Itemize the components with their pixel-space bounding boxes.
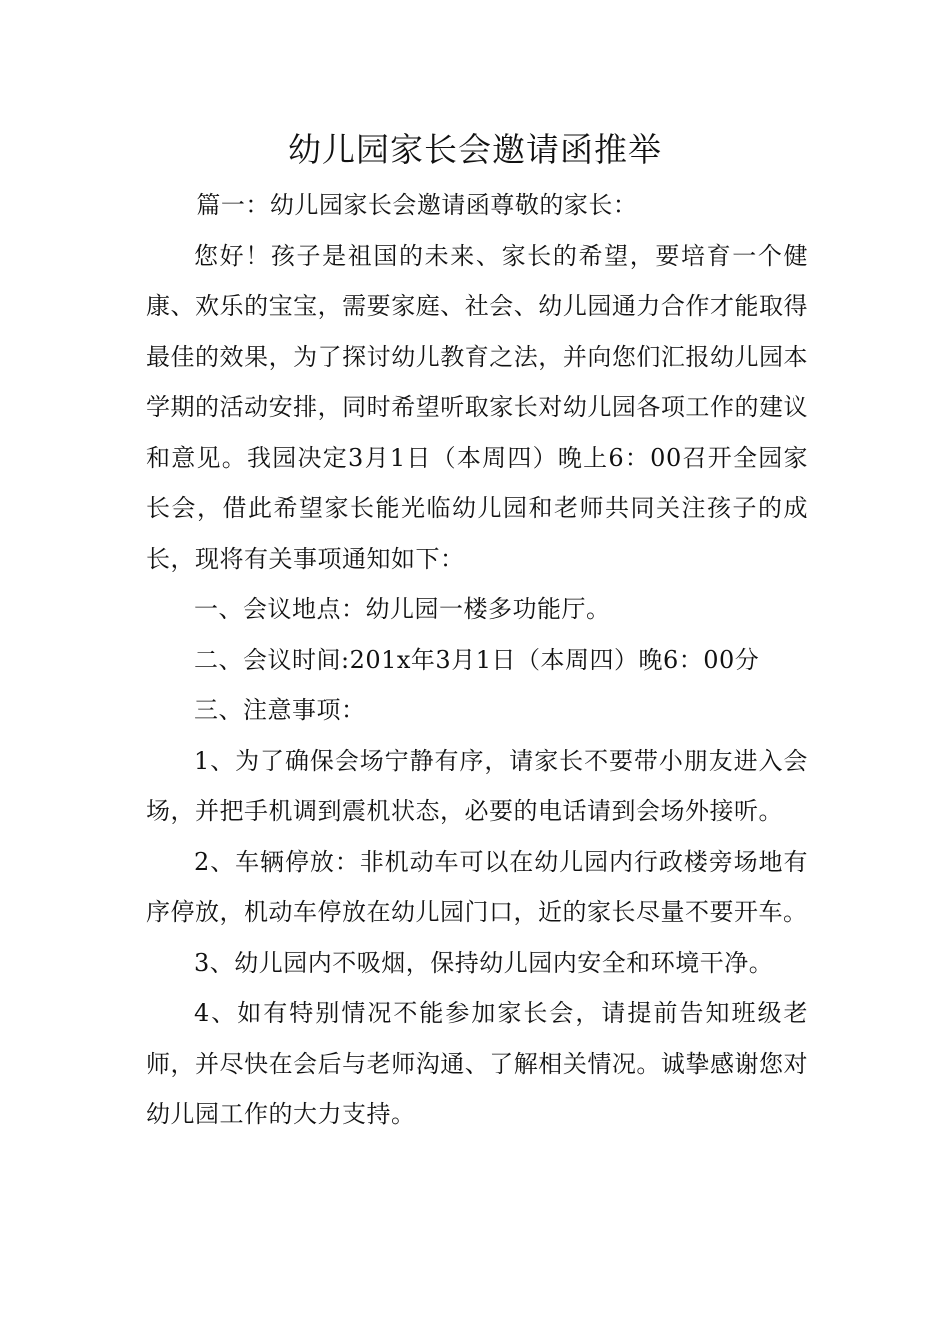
salutation-paragraph: 篇一：幼儿园家长会邀请函尊敬的家长： xyxy=(196,191,638,219)
document-body xyxy=(146,180,808,1140)
intro-paragraph: 您好！孩子是祖国的未来、家长的希望，要培育一个健康、欢乐的宝宝，需要家庭、社会、幼儿园通力合作才能取得最佳的效果，为了探讨幼儿教育之法，并向您们汇报幼儿园本学期的活动安排，同时希望听取家长对幼儿园各项工作的建议和意见。我园决定3月1日（本周四）晚上6：00召开全园家长会，借此希望家长能光临幼儿园和老师共同关注孩子的成长，现将有关事项通知如下： xyxy=(146,241,808,573)
notes-heading-paragraph: 三、注意事项： xyxy=(194,696,366,724)
note-item-1: 1、为了确保会场宁静有序，请家长不要带小朋友进入会场，并把手机调到震机状态，必要的电话请到会场外接听。 xyxy=(146,746,808,825)
meeting-time-paragraph: 二、会议时间:201x年3月1日（本周四）晚6：00分 xyxy=(194,645,760,674)
meeting-location-paragraph: 一、会议地点：幼儿园一楼多功能厅。 xyxy=(194,595,611,623)
document-title: 幼儿园家长会邀请函推举 xyxy=(288,130,662,169)
note-item-3: 3、幼儿园内不吸烟，保持幼儿园内安全和环境干净。 xyxy=(194,948,774,977)
note-item-4: 4、如有特别情况不能参加家长会，请提前告知班级老师，并尽快在会后与老师沟通、了解相关情况。诚挚感谢您对幼儿园工作的大力支持。 xyxy=(146,999,808,1128)
note-item-2: 2、车辆停放：非机动车可以在幼儿园内行政楼旁场地有序停放，机动车停放在幼儿园门口，近的家长尽量不要开车。 xyxy=(146,847,808,926)
